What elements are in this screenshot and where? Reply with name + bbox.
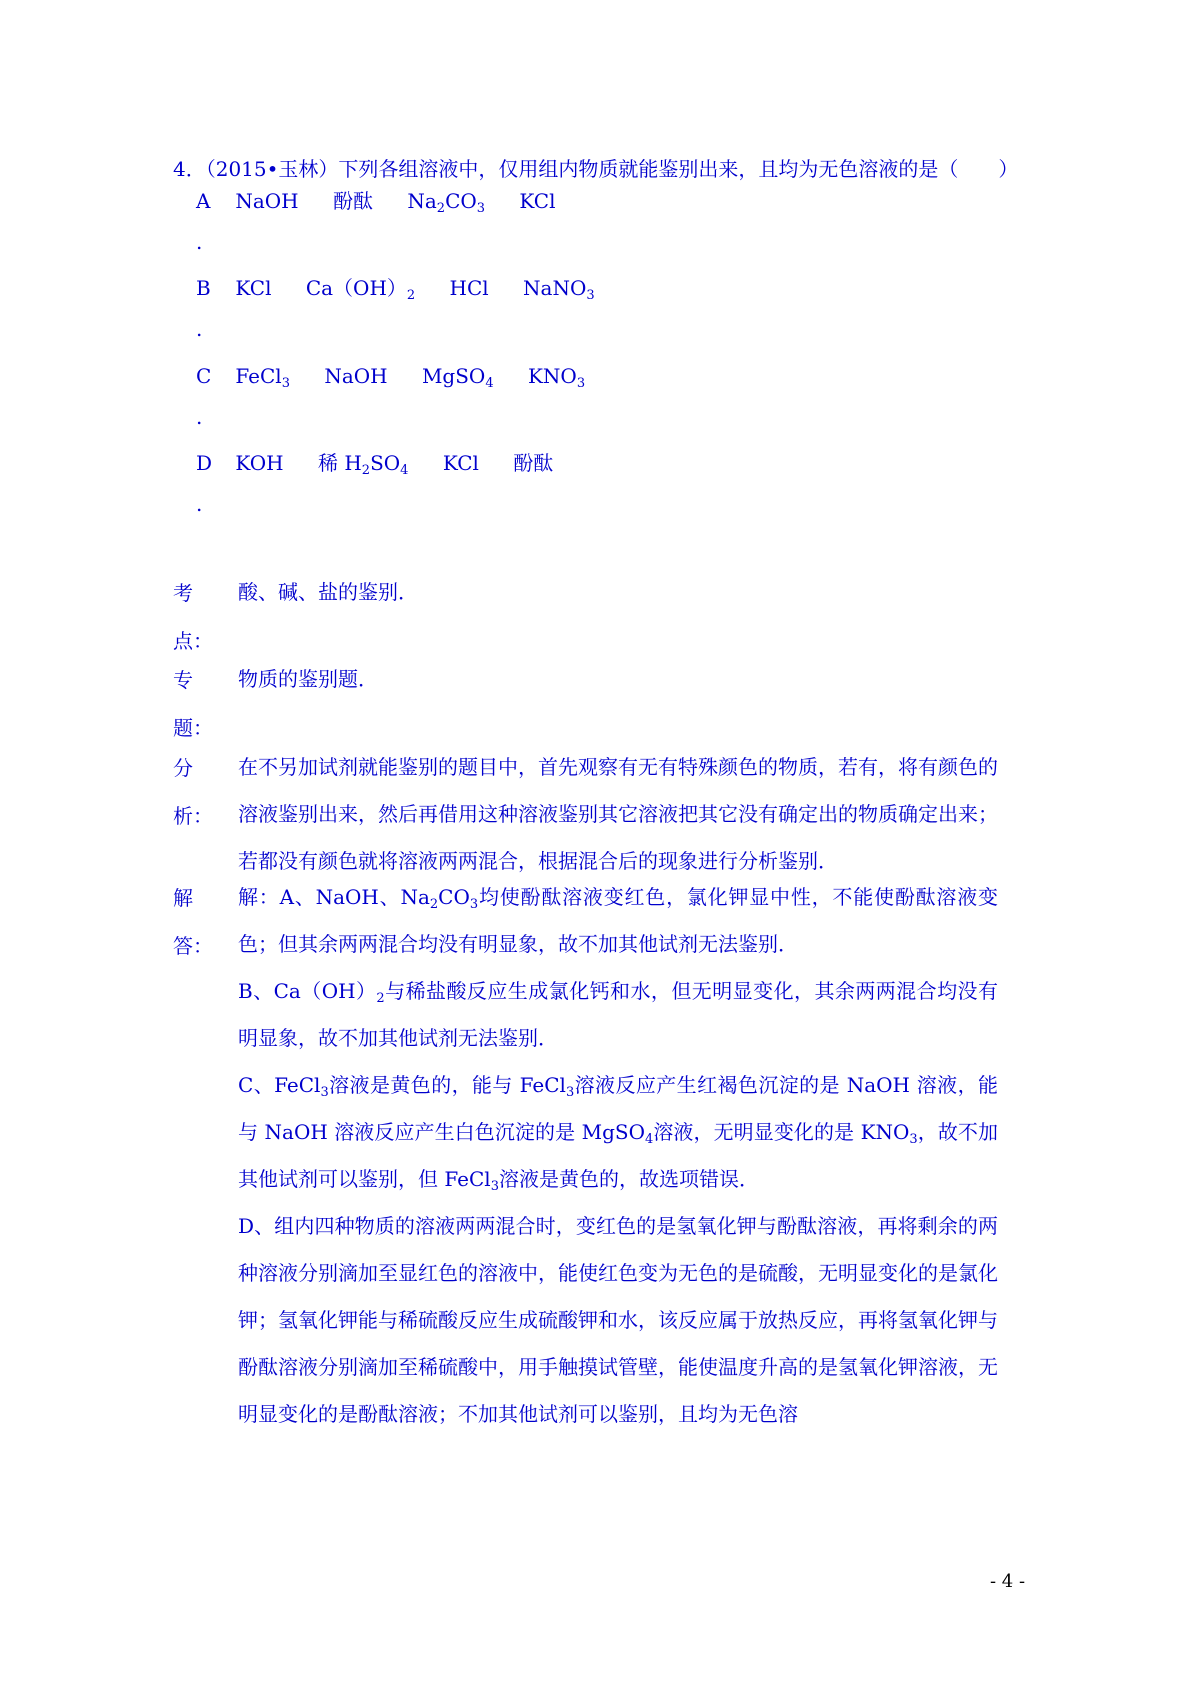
- jieda-paragraph-d: D、组内四种物质的溶液两两混合时，变红色的是氢氧化钾与酚酞溶液，再将剩余的两种溶液分别滴加至显红色的溶液中，能使红色变为无色的是硫酸，无明显变化的是氯化钾；氢氧化钾能与稀硫酸反应生成硫酸钾和水，该反应属于放热反应，再将氢氧化钾与酚酞溶液分别滴加至稀硫酸中，用手触摸试管壁，能使温度升高的是氢氧化钾溶液，无明显变化的是酚酞溶液；不加其他试剂可以鉴别，且均为无色溶: [238, 1214, 998, 1426]
- option-item: 酚酞: [332, 189, 373, 213]
- option-c: [196, 362, 613, 390]
- option-item: KCl: [519, 189, 556, 213]
- option-dot: .: [196, 230, 203, 254]
- option-item: KCl: [235, 276, 272, 300]
- option-item: 酚酞: [513, 451, 554, 475]
- fenxi-text: 在不另加试剂就能鉴别的题目中，首先观察有无有特殊颜色的物质，若有，将有颜色的溶液鉴别出来，然后再借用这种溶液鉴别其它溶液把其它没有确定出的物质确定出来；若都没有颜色就将溶液两两混合，根据混合后的现象进行分析鉴别．: [238, 755, 998, 873]
- option-letter: B: [196, 276, 211, 300]
- option-dot: .: [196, 317, 203, 341]
- jieda-paragraph-b: B、$Ca(OH)_2$与稀盐酸反应生成氯化钙和水，但无明显变化，其余两两混合均没有明显象，故不加其他试剂无法鉴别．: [238, 979, 998, 1050]
- option-letter: A: [196, 189, 211, 213]
- jieda-paragraph-c: C、FeCl$_3$溶液是黄色的，能与 FeCl$_3$溶液反应产生红褐色沉淀的是 NaOH 溶液，能与 NaOH 溶液反应产生白色沉淀的是 MgSO$_4$溶液，无明显变化的是 $KNO_3$，故不加其他试剂可以鉴别，但 FeCl$_3$溶液是黄色的，故选项错误．: [238, 1073, 999, 1194]
- kaodian-label: 考 点：: [173, 581, 213, 653]
- page-number: - 4 -: [990, 1571, 1026, 1592]
- zhuanti-text: 物质的鉴别题．: [238, 667, 378, 691]
- option-d: [196, 449, 581, 477]
- kaodian-text: 酸、碱、盐的鉴别．: [238, 580, 418, 604]
- option-item: HCl: [449, 276, 489, 300]
- option-item: KCl: [442, 451, 479, 475]
- option-item: NaNO$_3$: [523, 276, 595, 303]
- option-item: $KNO_3$: [527, 364, 586, 391]
- option-item: FeCl$_3$: [235, 364, 290, 391]
- zhuanti-label: 专 题：: [173, 668, 213, 740]
- option-item: NaOH: [235, 189, 299, 213]
- option-dot: .: [196, 405, 203, 429]
- option-item: MgSO$_4$: [421, 364, 494, 391]
- jieda-text: [238, 874, 998, 1438]
- option-b: [196, 274, 623, 302]
- option-item: NaOH: [324, 364, 388, 388]
- option-item: KOH: [235, 451, 284, 475]
- option-dot: .: [196, 492, 203, 516]
- fenxi-label: 分 析：: [173, 756, 213, 828]
- jieda-label: 解 答：: [173, 886, 213, 958]
- question-stem: 4．（2015•玉林）下列各组溶液中，仅用组内物质就能鉴别出来，且均为无色溶液的是（ ）: [173, 157, 1019, 181]
- option-item: $Ca(OH)_2$: [305, 276, 416, 303]
- jieda-paragraph-a: 解：A、NaOH、$Na_2CO_3$均使酚酞溶液变红色，氯化钾显中性，不能使酚酞溶液变色；但其余两两混合均没有明显象，故不加其他试剂无法鉴别．: [238, 885, 998, 956]
- option-item: $Na_2CO_3$: [407, 189, 486, 216]
- option-a: [196, 187, 584, 215]
- option-item: 稀 $H_2SO_4$: [317, 451, 409, 478]
- option-letter: C: [196, 364, 212, 388]
- option-letter: D: [196, 451, 213, 475]
